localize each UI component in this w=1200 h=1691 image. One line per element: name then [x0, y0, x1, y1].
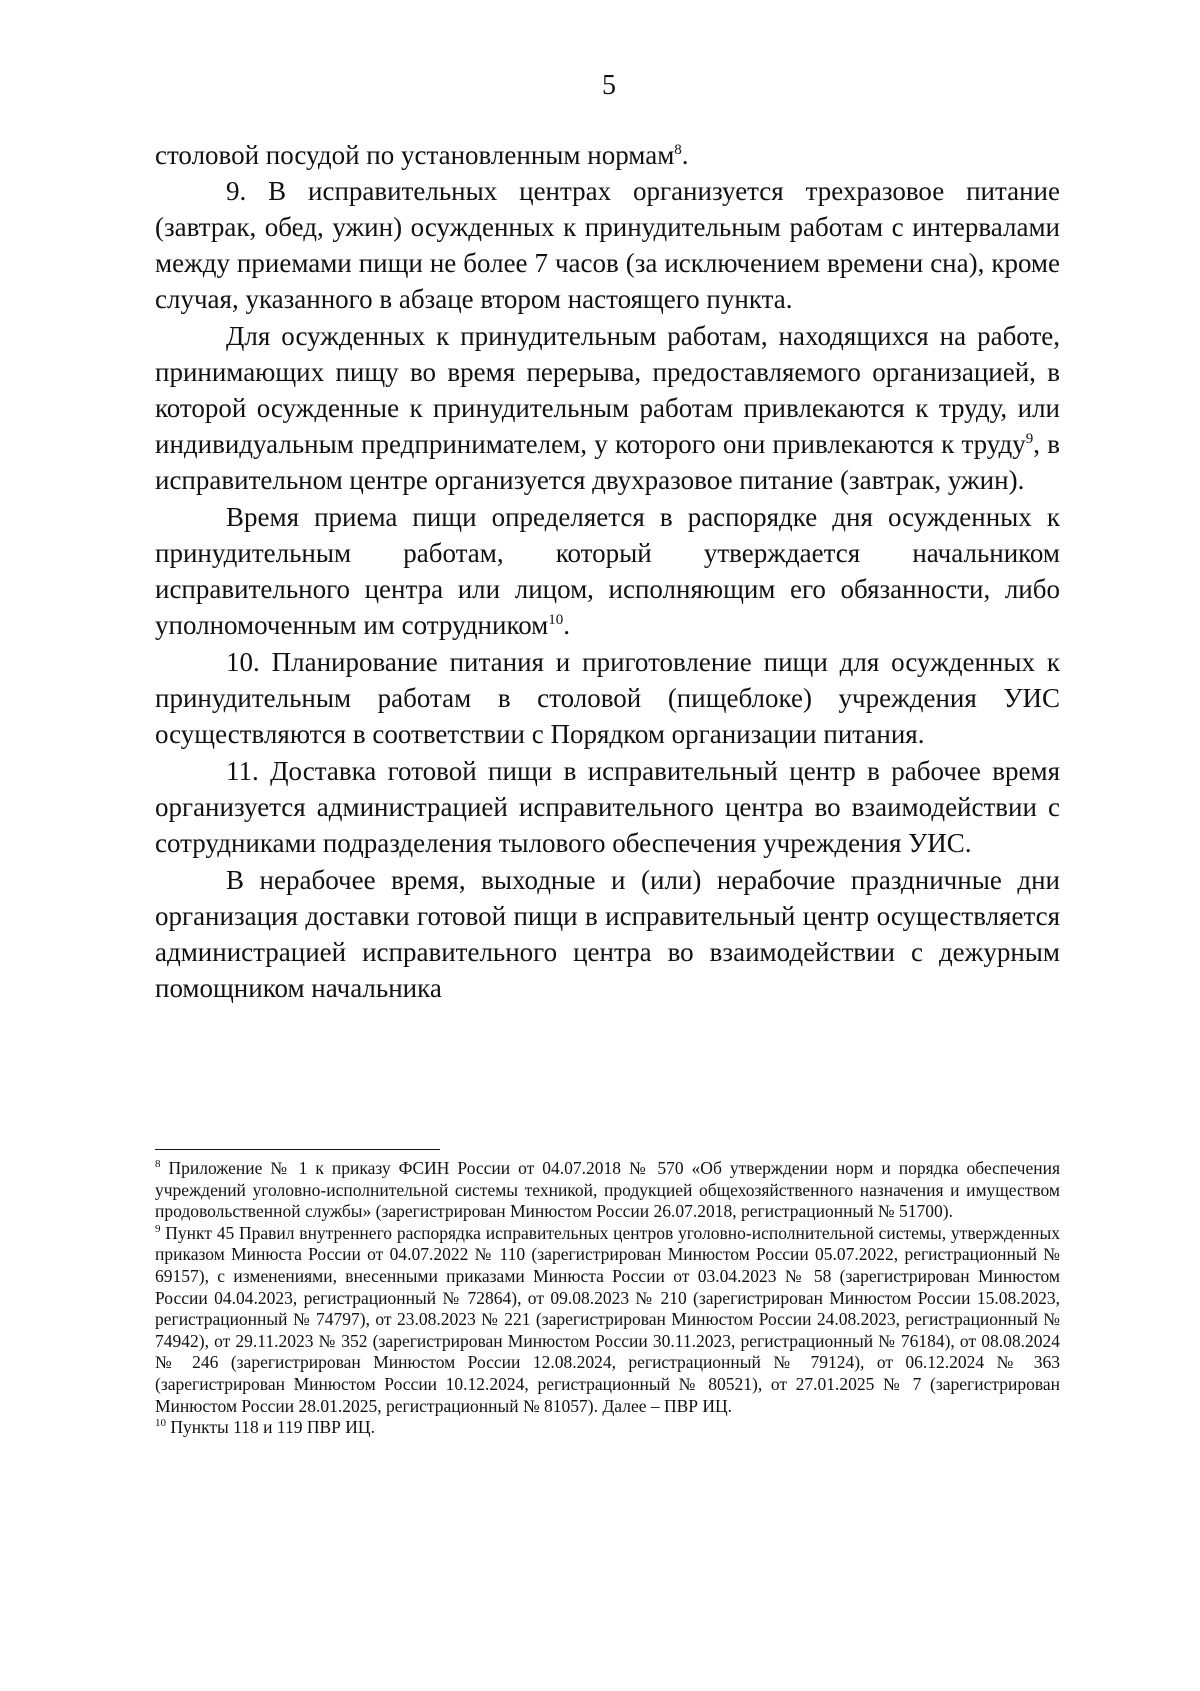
paragraph-non-working-time: В нерабочее время, выходные и (или) нерабочие праздничные дни организация доставки готовой пищи в исправительный центр осуществляется администрацией исправительного центра во взаимодействии с дежурным помощником начальника [155, 865, 1060, 1003]
paragraph-text: Время приема пищи определяется в распорядке дня осужденных к принудительным работам, который утверждается начальником исправительного центра или лицом, исполняющим его обязанности, либо уполномоченным им сотрудником [155, 502, 1060, 640]
body-text [155, 137, 1060, 1006]
footnote-9 [155, 1223, 1060, 1417]
paragraph-two-meals [155, 318, 1060, 498]
footnote-8 [155, 1158, 1060, 1223]
footnote-text: Пункты 118 и 119 ПВР ИЦ. [170, 1417, 375, 1438]
paragraph-tail: , в исправительном центре организуется двухразовое питание (завтрак, ужин). [155, 429, 1061, 495]
footnote-ref-10: 10 [548, 612, 564, 628]
paragraph-tail: . [681, 140, 689, 170]
footnote-divider [155, 1149, 440, 1150]
paragraph-continuation [155, 137, 1060, 173]
paragraph-meal-time [155, 499, 1060, 643]
footnote-ref-8: 8 [674, 142, 682, 158]
footnote-10 [155, 1417, 1060, 1439]
footnote-text: Приложение № 1 к приказу ФСИН России от 04.07.2018 № 570 «Об утверждении норм и порядка обеспечения учреждений уголовно-исполнительной системы техникой, продукцией общехозяйственного назначения и имуществом продовольственной службы» (зарегистрирован Минюстом России 26.07.2018, регистрационный № 51700). [155, 1158, 1060, 1222]
paragraph-item-9: 9. В исправительных центрах организуется трехразовое питание (завтрак, обед, ужин) осужденных к принудительным работам с интервалами между приемами пищи не более 7 часов (за исключением времени сна), кроме случая, указанного в абзаце втором настоящего пункта. [155, 176, 1060, 314]
paragraph-item-10: 10. Планирование питания и приготовление пищи для осужденных к принудительным работам в столовой (пищеблоке) учреждения УИС осуществляются в соответствии с Порядком организации питания. [155, 647, 1060, 749]
footnote-ref-9: 9 [1025, 431, 1034, 447]
footnote-number: 10 [155, 1417, 166, 1430]
page-number: 5 [602, 70, 616, 101]
footnote-text: Пункт 45 Правил внутреннего распорядка исправительных центров уголовно-исполнительной системы, утвержденных приказом Минюста России от 04.07.2022 № 110 (зарегистрирован Минюстом России 05.07.2022, регистрационный № 69157), с изменениями, внесенными приказами Минюста России от 03.04.2023 № 58 (зарегистрирован Минюстом России 04.04.2023, регистрационный № 72864), от 09.08.2023 № 210 (зарегистрирован Минюстом России 15.08.2023, регистрационный № 74797), от 23.08.2023 № 221 (зарегистрирован Минюстом России 24.08.2023, регистрационный № 74942), от 29.11.2023 № 352 (зарегистрирован Минюстом России 30.11.2023, регистрационный № 76184), от 08.08.2024 № 246 (зарегистрирован Минюстом России 12.08.2024, регистрационный № 79124), от 06.12.2024 № 363 (зарегистрирован Минюстом России 10.12.2024, регистрационный № 80521), от 27.01.2025 № 7 (зарегистрирован Минюстом России 28.01.2025, регистрационный № 81057). Далее – ПВР ИЦ. [155, 1222, 1060, 1416]
paragraph-text: Для осужденных к принудительным работам, находящихся на работе, принимающих пищу во время перерыва, предоставляемого организацией, в которой осужденные к принудительным работам привлекаются к труду, или индивидуальным предпринимателем, у которого они привлекаются к труду [155, 321, 1060, 459]
paragraph-tail: . [563, 610, 571, 640]
footnotes [155, 1158, 1060, 1439]
footnote-number: 8 [155, 1158, 161, 1171]
paragraph-text: столовой посудой по установленным нормам [155, 140, 675, 170]
paragraph-item-11: 11. Доставка готовой пищи в исправительный центр в рабочее время организуется администрацией исправительного центра во взаимодействии с сотрудниками подразделения тылового обеспечения учреждения УИС. [155, 756, 1060, 858]
footnote-number: 9 [155, 1222, 161, 1235]
